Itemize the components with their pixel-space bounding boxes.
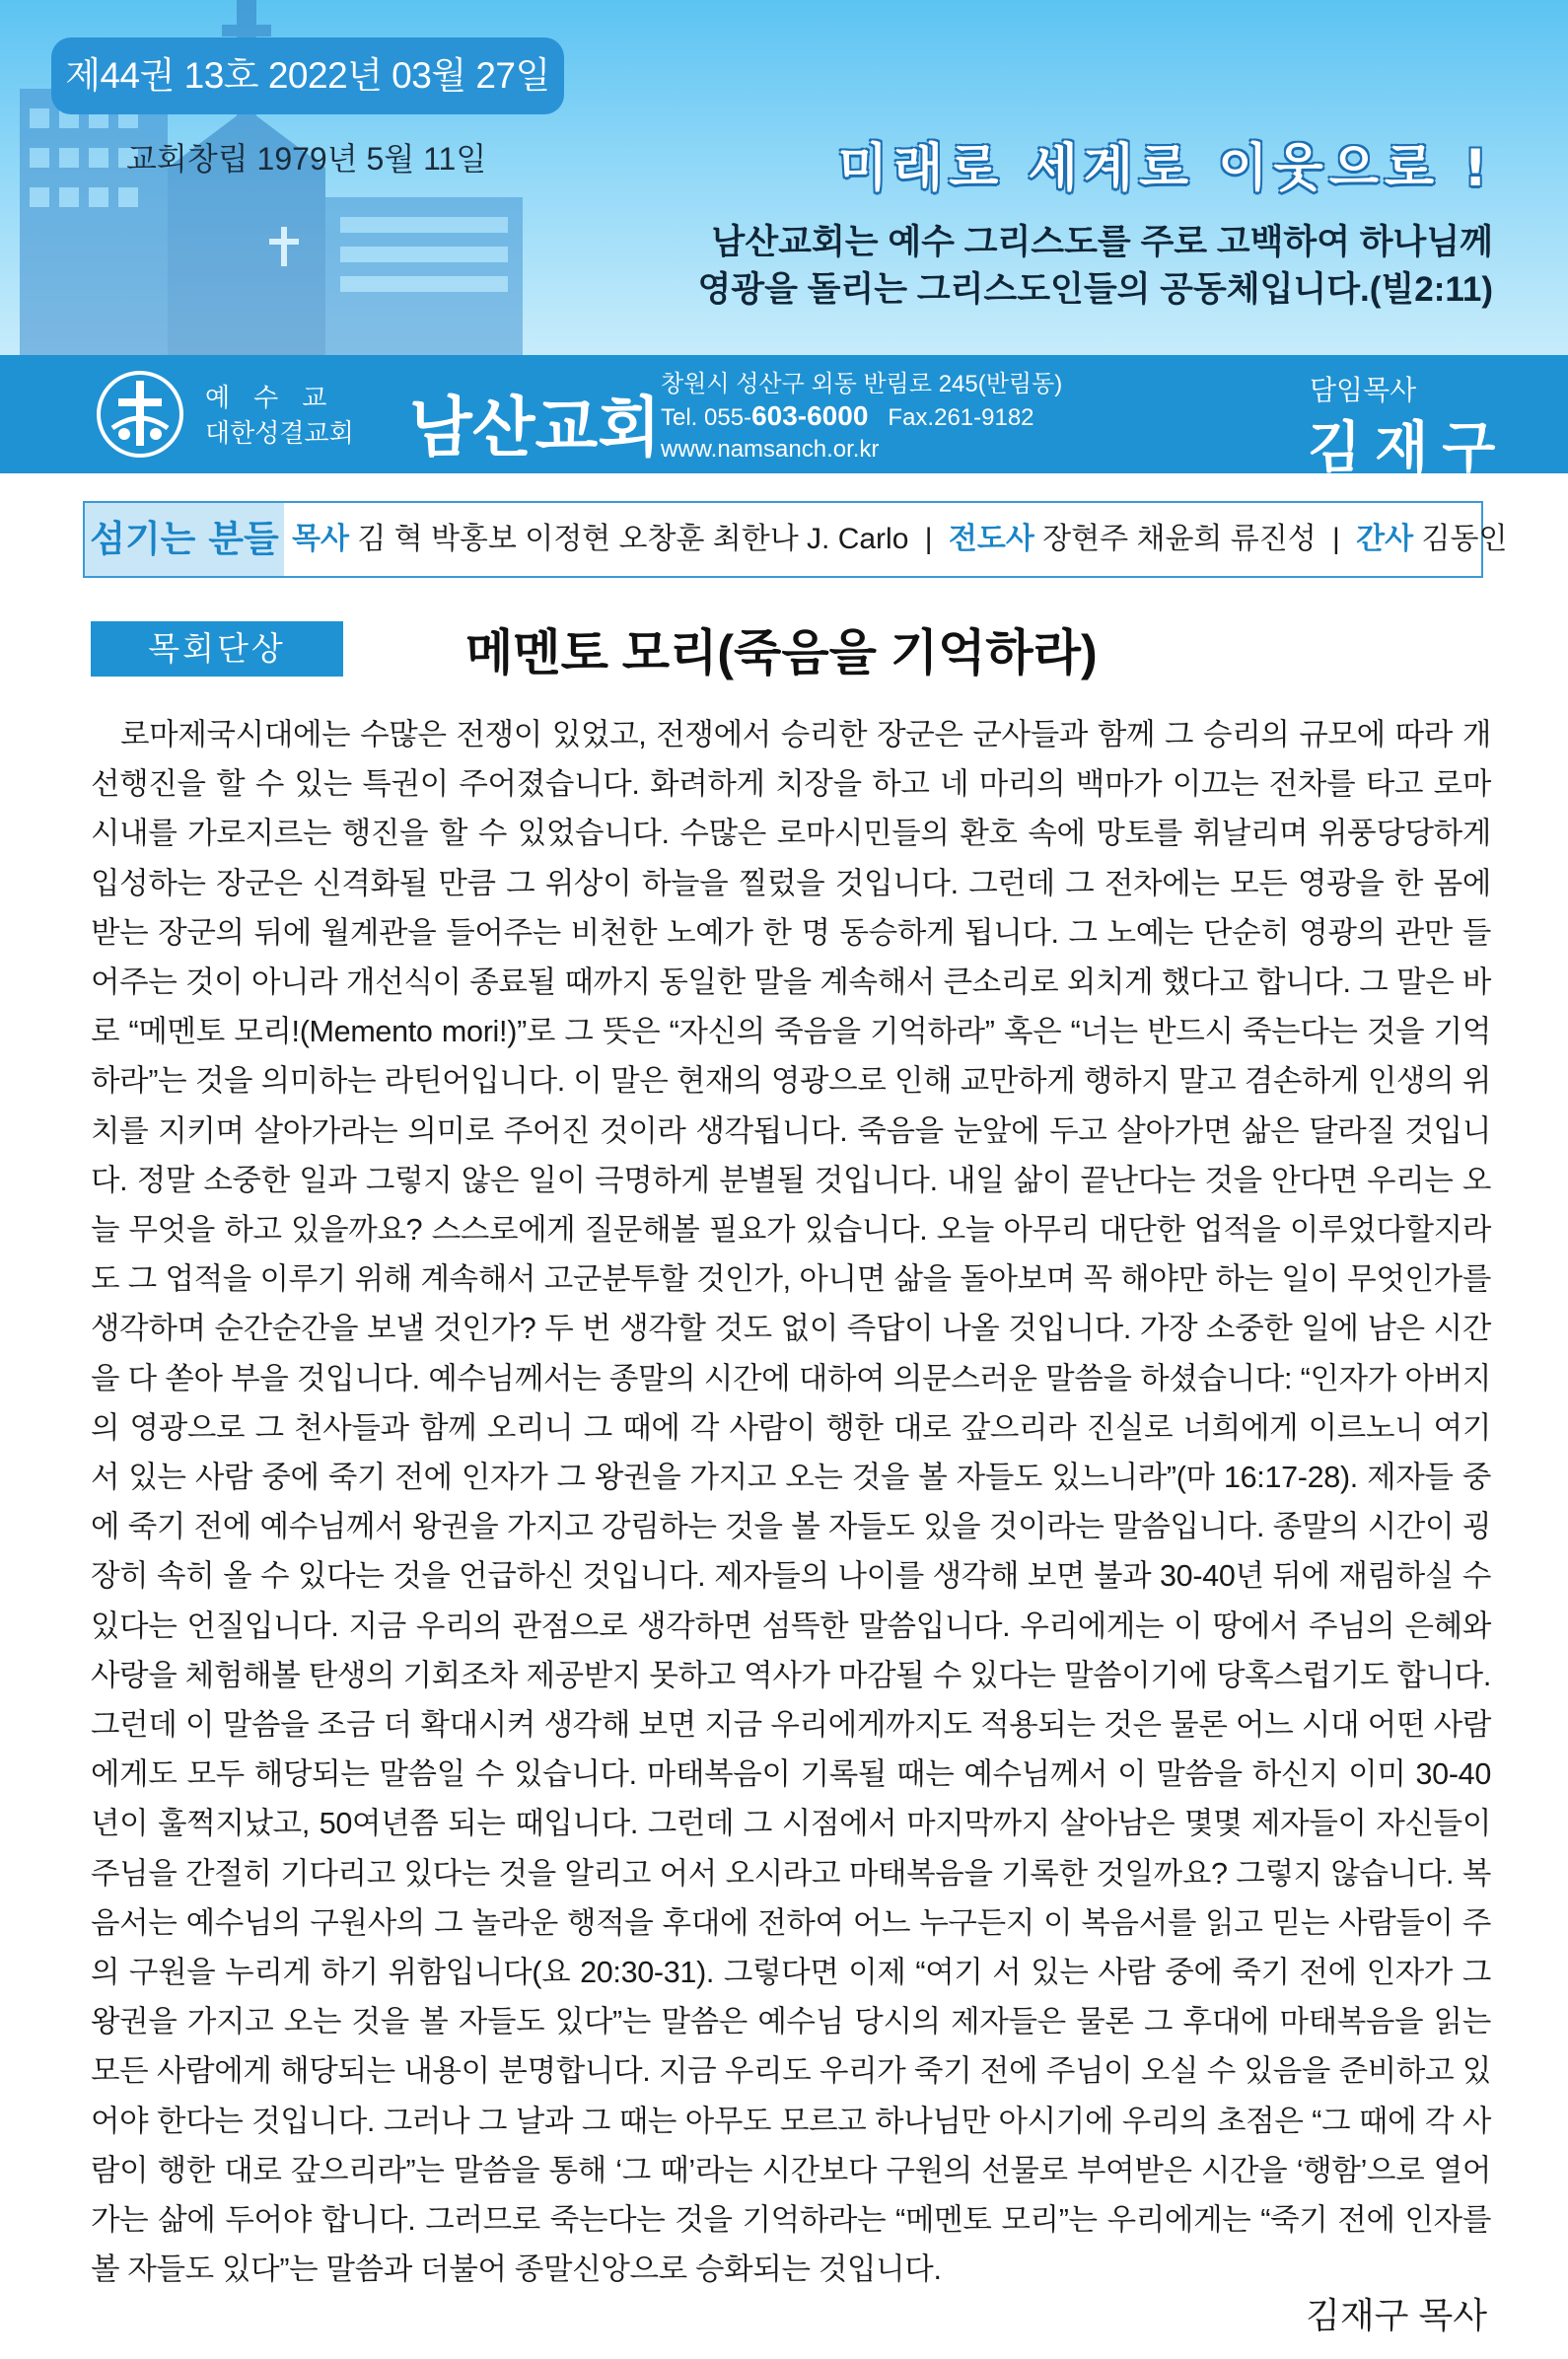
church-motto <box>697 219 1493 314</box>
denomination-line-2: 대한성결교회 <box>205 419 354 449</box>
fax: Fax.261-9182 <box>888 404 1034 431</box>
column-tag: 목회단상 <box>91 621 343 677</box>
church-name: 남산교회 <box>409 389 662 465</box>
phone-line <box>661 400 1062 434</box>
motto-line-1: 남산교회는 예수 그리스도를 주로 고백하여 하나님께 <box>711 223 1493 261</box>
senior-pastor-role: 담임목사 <box>1310 374 1417 406</box>
denomination <box>205 381 354 452</box>
staff-list <box>83 501 1508 578</box>
secretary-name: 김동인 <box>1421 523 1508 555</box>
article-paragraph: 로마제국시대에는 수많은 전쟁이 있었고, 전쟁에서 승리한 장군은 군사들과 함께 그 승리의 규모에 따라 개선행진을 할 수 있는 특권이 주어졌습니다. 화려하게 치장을 하고 네 마리의 백마가 이끄는 전차를 타고 로마 시내를 가로지르는 행진을 할 수 있었습니다. 수많은 로마시민들의 환호 속에 망토를 휘날리며 위풍당당하게 입성하는 장군은 신격화될 만큼 그 위상이 하늘을 찔렀을 것입니다. 그런데 그 전차에는 모든 영광을 한 몸에 받는 장군의 뒤에 월계관을 들어주는 비천한 노예가 한 명 동승하게 됩니다. 그 노예는 단순히 영광의 관만 들어주는 것이 아니라 개선식이 종료될 때까지 동일한 말을 계속해서 큰소리로 외치게 했다고 합니다. 그 말은 바로 “메멘토 모리!(Memento mori!)”로 그 뜻은 “자신의 죽음을 기억하라” 혹은 “너는 반드시 죽는다는 것을 기억하라”는 것을 의미하는 라틴어입니다. 이 말은 현재의 영광으로 인해 교만하게 행하지 말고 겸손하게 인생의 위치를 지키며 살아가라는 의미로 주어진 것이라 생각됩니다. 죽음을 눈앞에 두고 살아가면 삶은 달라질 것입니다. 정말 소중한 일과 그렇지 않은 일이 극명하게 분별될 것입니다. 내일 삶이 끝난다는 것을 안다면 우리는 오늘 무엇을 하고 있을까요? 스스로에게 질문해볼 필요가 있습니다. 오늘 아무리 대단한 업적을 이루었다할지라도 그 업적을 이루기 위해 계속해서 고군분투할 것인가, 아니면 삶을 돌아보며 꼭 해야만 하는 일이 무엇인가를 생각하며 순간순간을 보낼 것인가? 두 번 생각할 것도 없이 즉답이 나올 것입니다. 가장 소중한 일에 남은 시간을 다 쏟아 부을 것입니다. 예수님께서는 종말의 시간에 대하여 의문스러운 말씀을 하셨습니다: “인자가 아버지의 영광으로 그 천사들과 함께 오리니 그 때에 각 사람이 행한 대로 갚으리라 진실로 너희에게 이르노니 여기 서 있는 사람 중에 죽기 전에 인자가 그 왕권을 가지고 오는 것을 볼 자들도 있느니라”(마 16:17-28). 제자들 중에 죽기 전에 예수님께서 왕권을 가지고 강림하는 것을 볼 자들도 있을 것이라는 말씀입니다. 종말의 시간이 굉장히 속히 올 수 있다는 것을 언급하신 것입니다. 제자들의 나이를 생각해 보면 불과 30-40년 뒤에 재림하실 수 있다는 언질입니다. 지금 우리의 관점으로 생각하면 섬뜩한 말씀입니다. 우리에게는 이 땅에서 주님의 은혜와 사랑을 체험해볼 탄생의 기회조차 제공받지 못하고 역사가 마감될 수 있다는 말씀이기에 당혹스럽기도 합니다. 그런데 이 말씀을 조금 더 확대시켜 생각해 보면 지금 우리에게까지도 적용되는 것은 물론 어느 시대 어떤 사람에게도 모두 해당되는 말씀일 수 있습니다. 마태복음이 기록될 때는 예수님께서 이 말씀을 하신지 이미 30-40년이 훌쩍지났고, 50여년쯤 되는 때입니다. 그런데 그 시점에서 마지막까지 살아남은 몇몇 제자들이 자신들이 주님을 간절히 기다리고 있다는 것을 알리고 어서 오시라고 마태복음을 기록한 것일까요? 그렇지 않습니다. 복음서는 예수님의 구원사의 그 놀라운 행적을 후대에 전하여 어느 누구든지 이 복음서를 읽고 믿는 사람들이 주의 구원을 누리게 하기 위함입니다(요 20:30-31). 그렇다면 이제 “여기 서 있는 사람 중에 죽기 전에 인자가 그 왕권을 가지고 오는 것을 볼 자들도 있다”는 말씀은 예수님 당시의 제자들은 물론 그 후대에 마태복음을 읽는 모든 사람에게 해당되는 내용이 분명합니다. 지금 우리도 우리가 죽기 전에 주님이 오실 수 있음을 준비하고 있어야 한다는 것입니다. 그러나 그 날과 그 때는 아무도 모르고 하나님만 아시기에 우리의 초점은 “그 때에 각 사람이 행한 대로 갚으리라”는 말씀을 통해 ‘그 때’라는 시간보다 구원의 선물로 부여받은 시간을 ‘행함’으로 열어가는 삶에 두어야 합니다. 그러므로 죽는다는 것을 기억하라는 “메멘토 모리”는 우리에게는 “죽기 전에 인자를 볼 자들도 있다”는 말씀과 더불어 종말신앙으로 승화되는 것입니다. <box>91 718 1491 2287</box>
staff-members <box>286 503 1507 576</box>
address: 창원시 성산구 외동 반림로 245(반림동) <box>661 371 1063 397</box>
header-banner <box>0 0 1568 355</box>
issue-info: 제44권 13호 2022년 03월 27일 <box>51 37 564 114</box>
role-pastors: 목사 <box>292 523 349 555</box>
staff-label: 섬기는 분들 <box>85 503 284 576</box>
role-evangelists: 전도사 <box>948 523 1034 555</box>
divider: | <box>1332 523 1340 555</box>
role-secretary: 간사 <box>1356 523 1414 555</box>
slogan: 미래로 세계로 이웃으로 ! <box>837 139 1493 198</box>
tel-prefix: Tel. 055- <box>661 404 752 431</box>
denomination-line-1: 예수교 <box>205 384 351 413</box>
tel-main: 603-6000 <box>751 400 869 431</box>
divider: | <box>924 523 933 555</box>
senior-pastor-name: 김재구 <box>1308 415 1510 480</box>
article-author: 김재구 목사 <box>1306 2295 1487 2335</box>
church-contact <box>661 369 1062 465</box>
founding-date: 교회창립 1979년 5월 11일 <box>126 141 487 177</box>
article-title: 메멘토 모리(죽음을 기억하라) <box>465 625 1098 680</box>
website: www.namsanch.or.kr <box>661 436 880 463</box>
motto-line-2: 영광을 돌리는 그리스도인들의 공동체입니다.(빌2:11) <box>697 270 1493 309</box>
pastors-names: 김 혁 박홍보 이정현 오창훈 최한나 J. Carlo <box>357 523 909 555</box>
evangelists-names: 장현주 채윤희 류진성 <box>1042 523 1317 555</box>
church-info-bar <box>0 355 1568 480</box>
article-body <box>91 710 1491 2295</box>
church-logo-icon <box>95 369 185 460</box>
